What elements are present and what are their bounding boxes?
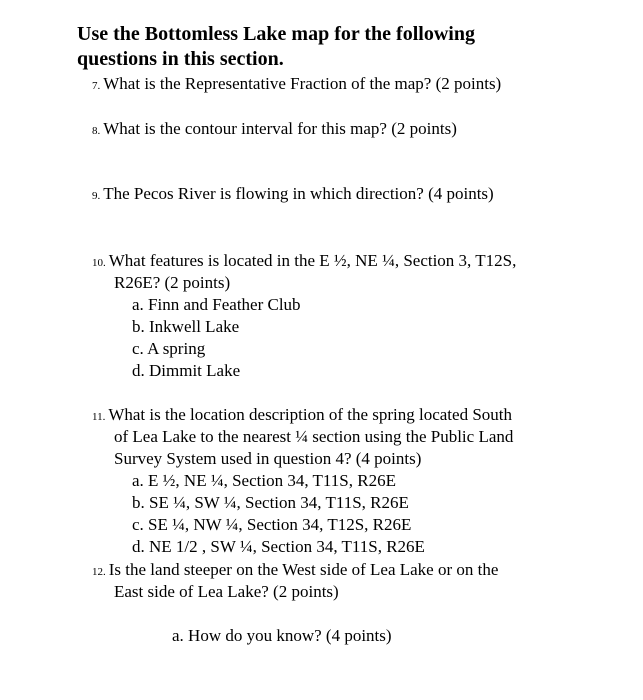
heading-line-2: questions in this section.: [77, 48, 284, 70]
question-10: [92, 250, 516, 274]
question-9: [92, 183, 494, 207]
heading-line-1: Use the Bottomless Lake map for the following: [77, 23, 475, 45]
question-7-text: What is the Representative Fraction of the map? (2 points): [103, 74, 502, 93]
question-12-continued: [114, 581, 339, 603]
question-8-number: 8.: [92, 125, 101, 137]
question-12-line-2: East side of Lea Lake? (2 points): [114, 582, 339, 601]
question-11-option-a: a. E ½, NE ¼, Section 34, T11S, R26E: [132, 471, 396, 490]
question-10-continued: [114, 272, 230, 294]
question-10-option-b: b. Inkwell Lake: [132, 317, 240, 336]
question-10-option-d: d. Dimmit Lake: [132, 361, 241, 380]
question-11-continued-2: [114, 448, 421, 470]
question-10-option-c: c. A spring: [132, 339, 206, 358]
question-11-line-2: of Lea Lake to the nearest ¼ section using the Public Land: [114, 427, 514, 446]
question-11-line-1: What is the location description of the spring located South: [108, 405, 513, 424]
question-12-subquestion-a: a. How do you know? (4 points): [172, 626, 392, 645]
question-8-text: What is the contour interval for this map? (2 points): [103, 119, 457, 138]
question-7-number: 7.: [92, 80, 101, 92]
question-11-line-3: Survey System used in question 4? (4 points): [114, 449, 422, 468]
question-10-option-a: a. Finn and Feather Club: [132, 295, 301, 314]
question-8: [92, 118, 457, 142]
question-11: [92, 404, 512, 428]
question-12-line-1: Is the land steeper on the West side of Lea Lake or on the: [108, 560, 499, 579]
question-9-number: 9.: [92, 190, 101, 202]
question-11-option-b: b. SE ¼, SW ¼, Section 34, T11S, R26E: [132, 493, 409, 512]
question-9-text: The Pecos River is flowing in which direction? (4 points): [103, 184, 494, 203]
question-11-number: 11.: [92, 411, 106, 423]
question-10-number: 10.: [92, 257, 106, 269]
question-10-line-1: What features is located in the E ½, NE ¼, Section 3, T12S,: [108, 251, 517, 270]
question-7: [92, 73, 501, 97]
question-11-option-d: d. NE 1/2 , SW ¼, Section 34, T11S, R26E: [132, 537, 425, 556]
question-11-continued-1: [114, 426, 513, 448]
question-11-option-c: c. SE ¼, NW ¼, Section 34, T12S, R26E: [132, 515, 412, 534]
question-12: [92, 559, 498, 583]
section-heading: [77, 22, 475, 72]
question-10-line-2: R26E? (2 points): [114, 273, 231, 292]
question-12-number: 12.: [92, 566, 106, 578]
